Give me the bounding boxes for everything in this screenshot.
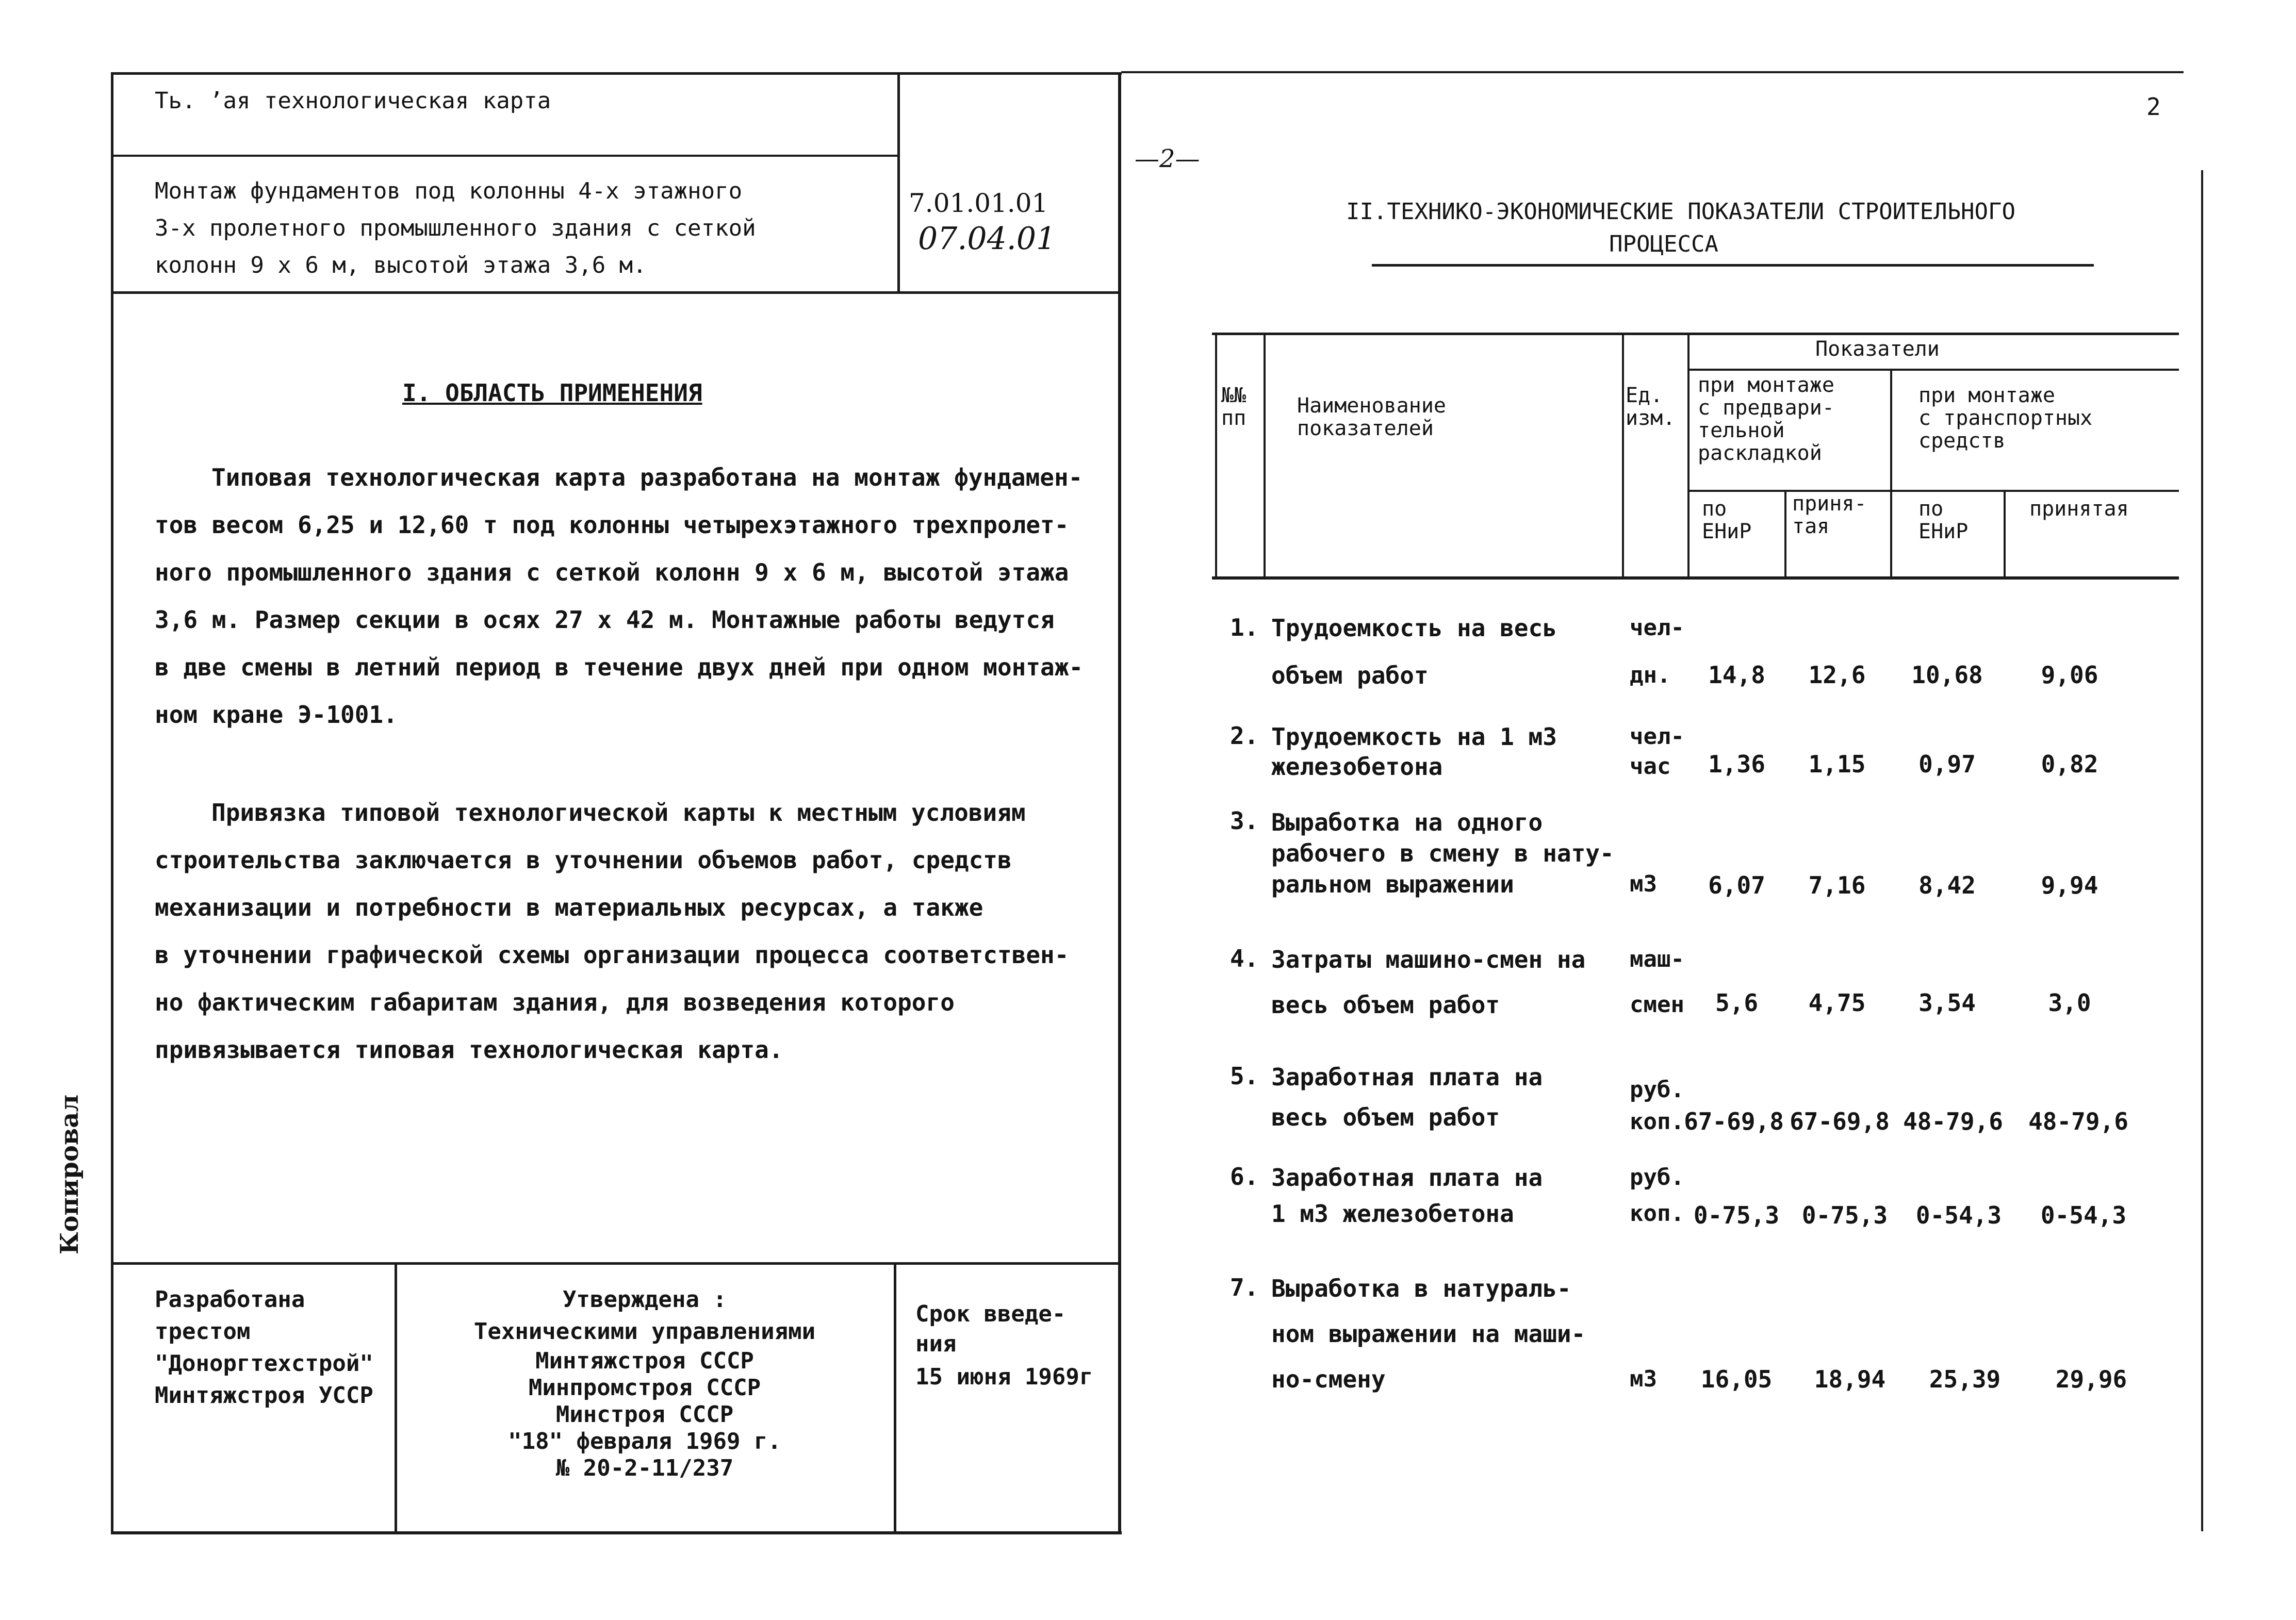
header-subgroup-line: при монтаже xyxy=(1918,384,2055,407)
row-name xyxy=(1271,1274,1585,1394)
developer-line: Минтяжстроя УССР xyxy=(155,1382,373,1409)
header-name-line: показателей xyxy=(1297,417,1434,440)
value-enir-transport: 0-54,3 xyxy=(1915,1201,2002,1229)
header-name-line: Наименование xyxy=(1297,394,1446,418)
value-accepted-transport: 0-54,3 xyxy=(2040,1201,2127,1229)
row-unit xyxy=(1630,722,1684,782)
page-marker: —2— xyxy=(1135,144,1200,173)
row-number: 3. xyxy=(1230,807,1259,835)
value-enir-transport: 8,42 xyxy=(1918,871,1976,899)
header-subgroup-transport xyxy=(1918,384,2092,452)
value-accepted-transport: 9,06 xyxy=(2041,661,2098,689)
approval-line: Минтяжстроя СССР xyxy=(535,1348,754,1374)
section1-heading-text: I. ОБЛАСТЬ ПРИМЕНЕНИЯ xyxy=(402,379,702,407)
handwritten-code: 07.04.01 xyxy=(918,221,1056,257)
header-subgroup-line: при монтаже xyxy=(1698,373,1834,397)
value-accepted-transport: 48-79,6 xyxy=(2028,1107,2128,1135)
stamp-subject-line: 3-х пролетного промышленного здания с сеткой xyxy=(155,215,756,241)
section1-paragraph1 xyxy=(155,454,1083,738)
value-accepted-transport: 3,0 xyxy=(2048,989,2091,1017)
header-subgroup-line: раскладкой xyxy=(1698,441,1822,465)
row-name-line: рабочего в смену в нату- xyxy=(1271,839,1614,867)
approval-line: Минстроя СССР xyxy=(555,1401,734,1428)
row-unit-line: дн. xyxy=(1630,662,1671,688)
row-name xyxy=(1271,614,1557,690)
header-subgroup-line: тельной xyxy=(1698,419,1785,442)
header-leaf-line: принятая xyxy=(2029,497,2129,521)
row-number: 5. xyxy=(1230,1062,1259,1090)
value-enir-transport: 48-79,6 xyxy=(1903,1107,2003,1135)
row-unit xyxy=(1630,614,1684,690)
row-name-line: ном выражении на маши- xyxy=(1271,1320,1586,1348)
paragraph-line: 3,6 м. Размер секции в осях 27 х 42 м. Монтажные работы ведутся xyxy=(155,606,1055,634)
header-leaf-line: приня- xyxy=(1792,492,1867,516)
header-subgroup-line: средств xyxy=(1918,429,2006,453)
row-name-line: 1 м3 железобетона xyxy=(1271,1200,1514,1228)
header-leaf-line: ЕНиР xyxy=(1702,520,1752,543)
row-unit xyxy=(1630,1364,1657,1394)
section2-heading-line1: II.ТЕХНИКО-ЭКОНОМИЧЕСКИЕ ПОКАЗАТЕЛИ СТРОИТЕЛЬНОГО xyxy=(1346,199,2016,225)
value-accepted-prelaid: 4,75 xyxy=(1808,989,1866,1017)
effective-line: ния xyxy=(915,1331,957,1357)
value-enir-prelaid: 1,36 xyxy=(1708,750,1765,778)
paragraph-line: привязывается типовая технологическая карта. xyxy=(155,1036,783,1064)
value-enir-transport: 10,68 xyxy=(1911,661,1983,689)
row-name-line: Заработная плата на xyxy=(1271,1164,1543,1192)
section2-heading-line2: ПРОЦЕССА xyxy=(1609,231,1718,257)
header-indicator-name xyxy=(1297,394,1446,440)
row-unit-line: коп. xyxy=(1630,1200,1684,1227)
value-enir-prelaid: 14,8 xyxy=(1708,661,1765,689)
row-number: 2. xyxy=(1230,722,1259,750)
paragraph-line: но фактическим габаритам здания, для возведения которого xyxy=(155,988,955,1016)
row-unit xyxy=(1630,1075,1684,1137)
approval-line: "18" февраля 1969 г. xyxy=(508,1428,781,1454)
header-leaf-line: по xyxy=(1918,497,1944,521)
section2-heading-underline xyxy=(1372,264,2094,267)
row-number: 4. xyxy=(1230,945,1259,972)
developer-line: "Доноргтехстрой" xyxy=(155,1350,373,1377)
row-unit-line: чел- xyxy=(1630,723,1684,750)
approval-line: № 20-2-11/237 xyxy=(555,1455,734,1481)
stamp-subject xyxy=(155,173,756,284)
developer-line: трестом xyxy=(155,1318,251,1345)
paragraph-line: в две смены в летний период в течение двух дней при одном монтаж- xyxy=(155,653,1084,681)
header-subgroup-line: с предвари- xyxy=(1698,396,1834,420)
value-accepted-prelaid: 0-75,3 xyxy=(1801,1201,1888,1229)
value-enir-prelaid: 67-69,8 xyxy=(1684,1107,1784,1135)
row-unit xyxy=(1630,1163,1684,1229)
row-unit-line: руб. xyxy=(1630,1164,1684,1191)
header-subgroup-line: с транспортных xyxy=(1918,406,2093,430)
value-accepted-transport: 9,94 xyxy=(2041,871,2098,899)
section1-heading xyxy=(402,379,702,407)
header-leaf-accepted-1 xyxy=(1792,492,1867,538)
row-name-line: Выработка в натураль- xyxy=(1271,1275,1571,1302)
header-leaf-line: тая xyxy=(1792,515,1830,538)
row-name-line: весь объем работ xyxy=(1271,991,1500,1019)
paragraph-line: ном кране Э-1001. xyxy=(155,701,398,729)
header-group-indicators: Показатели xyxy=(1815,337,1940,361)
value-accepted-prelaid: 12,6 xyxy=(1808,661,1866,689)
row-name-line: ральном выражении xyxy=(1271,870,1514,898)
paragraph-line: Типовая технологическая карта разработана на монтаж фундамен- xyxy=(211,464,1083,491)
value-enir-prelaid: 0-75,3 xyxy=(1693,1201,1780,1229)
header-leaf-line: ЕНиР xyxy=(1918,520,1969,543)
row-unit-line: м3 xyxy=(1630,871,1657,897)
row-name-line: Трудоемкость на весь xyxy=(1271,614,1557,642)
header-unit xyxy=(1626,384,1675,429)
header-subgroup-prelaid xyxy=(1698,374,1834,465)
effective-date-block xyxy=(915,1299,1093,1395)
row-unit-line: м3 xyxy=(1630,1366,1657,1392)
approval-block xyxy=(397,1284,892,1482)
paragraph-line: в уточнении графической схемы организации процесса соответствен- xyxy=(155,941,1069,969)
header-leaf-enir-1 xyxy=(1702,498,1751,543)
row-name-line: Трудоемкость на 1 м3 xyxy=(1271,723,1557,751)
row-unit-line: чел- xyxy=(1630,615,1684,641)
value-enir-prelaid: 5,6 xyxy=(1715,989,1759,1017)
row-unit-line: коп. xyxy=(1630,1109,1684,1135)
paragraph-line: строительства заключается в уточнении объемов работ, средств xyxy=(155,846,1012,874)
row-unit-line: час xyxy=(1630,753,1671,780)
row-name-line: весь объем работ xyxy=(1271,1103,1500,1131)
row-name xyxy=(1271,807,1614,900)
value-accepted-transport: 0,82 xyxy=(2041,750,2098,778)
row-name-line: Затраты машино-смен на xyxy=(1271,946,1586,973)
row-name xyxy=(1271,945,1585,1020)
paragraph-line: ного промышленного здания с сеткой колонн 9 х 6 м, высотой этажа xyxy=(155,558,1069,586)
effective-line: Срок введе- xyxy=(915,1301,1066,1327)
approval-line: Утверждена : xyxy=(563,1286,727,1313)
value-accepted-prelaid: 18,94 xyxy=(1814,1365,1886,1393)
stamp-subject-line: колонн 9 х 6 м, высотой этажа 3,6 м. xyxy=(155,252,647,278)
page-number: 2 xyxy=(2146,93,2161,121)
value-accepted-transport: 29,96 xyxy=(2055,1365,2127,1393)
developer-line: Разработана xyxy=(155,1286,305,1313)
header-unit-line: изм. xyxy=(1626,406,1676,430)
approval-line: Минпромстроя СССР xyxy=(528,1375,761,1401)
value-enir-transport: 25,39 xyxy=(1929,1365,2001,1393)
document-code: 7.01.01.01 xyxy=(909,188,1048,218)
effective-line: 15 июня 1969г xyxy=(915,1364,1093,1390)
row-name xyxy=(1271,1062,1543,1132)
stamp-subject-line: Монтаж фундаментов под колонны 4-х этажного xyxy=(155,178,743,204)
row-unit xyxy=(1630,945,1684,1020)
row-name xyxy=(1271,1163,1543,1229)
approval-line: Техническими управлениями xyxy=(473,1318,816,1345)
value-enir-transport: 3,54 xyxy=(1918,989,1976,1017)
row-name xyxy=(1271,722,1557,782)
row-number: 6. xyxy=(1230,1163,1259,1191)
row-number: 1. xyxy=(1230,614,1259,641)
row-unit-line: маш- xyxy=(1630,946,1684,972)
developer-block xyxy=(155,1284,373,1412)
header-leaf-accepted-2 xyxy=(2029,498,2129,520)
row-unit-line: смен xyxy=(1630,991,1684,1018)
header-number xyxy=(1221,384,1246,429)
section1-paragraph2 xyxy=(155,789,1069,1073)
row-name-line: Выработка на одного xyxy=(1271,808,1543,836)
row-unit xyxy=(1630,869,1657,900)
paragraph-line: тов весом 6,25 и 12,60 т под колонны четырехэтажного трехпролет- xyxy=(155,511,1069,539)
value-accepted-prelaid: 67-69,8 xyxy=(1790,1107,1890,1135)
value-enir-prelaid: 16,05 xyxy=(1700,1365,1773,1393)
row-number: 7. xyxy=(1230,1274,1259,1301)
header-unit-line: Ед. xyxy=(1626,384,1663,407)
header-leaf-line: по xyxy=(1702,497,1727,521)
stamp-title: Ть. ʼая технологическая карта xyxy=(155,88,551,114)
header-leaf-enir-2 xyxy=(1918,498,1968,543)
value-accepted-prelaid: 1,15 xyxy=(1808,750,1866,778)
row-name-line: железобетона xyxy=(1271,753,1443,781)
row-name-line: объем работ xyxy=(1271,662,1429,689)
header-number-line: №№ xyxy=(1221,384,1247,407)
margin-copy-stamp: Копировал xyxy=(55,1094,85,1255)
value-accepted-prelaid: 7,16 xyxy=(1808,871,1866,899)
header-number-line: пп xyxy=(1221,406,1247,430)
row-name-line: Заработная плата на xyxy=(1271,1063,1543,1091)
paragraph-line: механизации и потребности в материальных ресурсах, а также xyxy=(155,894,983,921)
value-enir-prelaid: 6,07 xyxy=(1708,871,1765,899)
paragraph-line: Привязка типовой технологической карты к местным условиям xyxy=(211,799,1026,826)
value-enir-transport: 0,97 xyxy=(1918,750,1976,778)
row-unit-line: руб. xyxy=(1630,1077,1684,1103)
row-name-line: но-смену xyxy=(1271,1365,1386,1393)
